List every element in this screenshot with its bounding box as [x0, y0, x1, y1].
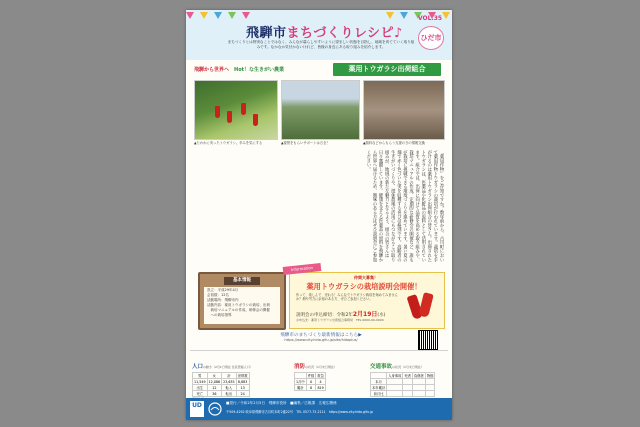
notice-small-heading: 仲間大募集！	[354, 275, 378, 280]
deadline-label: 説明会の申込締切：令和2年	[296, 313, 353, 318]
basic-info-body	[204, 287, 280, 324]
basic-info-title: 基本情報	[224, 277, 260, 285]
photo-chili-plant	[194, 80, 278, 140]
basic-info-line: 活動内容：薬用トウガラシの栽培、出荷	[207, 303, 270, 307]
header	[186, 10, 452, 60]
photo-caption: ▲顔料などからもらう支援のきの情報交換	[363, 141, 425, 145]
traffic-title: 交通事故	[370, 364, 393, 370]
basic-info-line: 設立：平成29年4月	[207, 288, 239, 292]
traffic-box	[370, 353, 446, 397]
notice-body: 作って、楽しんで、売れる！みんなでトウガラシ栽培を始めてみませんか？畑や労力に余裕のある方、ぜひご参加ください。	[296, 293, 398, 302]
fire-sub: の状況（1月末日現在）	[305, 365, 337, 369]
table-header: 負傷者	[413, 374, 424, 378]
website-url[interactable]: https://www.city.hida.gifu.jp/site/hidaplus/	[284, 338, 358, 342]
table-cell: 本月	[371, 379, 387, 385]
table-cell	[412, 391, 425, 397]
footer	[186, 398, 452, 420]
chili-mark	[215, 106, 220, 118]
chili-illustration	[418, 292, 434, 318]
notice-heading: 薬用トウガラシの栽培説明会開催！	[306, 282, 422, 291]
chili-mark	[253, 114, 258, 126]
population-title: 人口	[192, 364, 204, 370]
table-cell: 転出	[222, 391, 237, 397]
table-cell: 累計	[295, 385, 307, 391]
table-header: 物損	[426, 374, 434, 378]
article-banner: 薬用トウガラシ出荷組合	[333, 63, 441, 76]
table-cell	[403, 391, 413, 397]
footer-publisher: ■発行／令和2年2月5日 飛騨市役所 ■編集／広報課 広報広聴係	[226, 401, 337, 405]
ud-font-badge: UD	[190, 401, 204, 417]
website-link[interactable]	[236, 332, 406, 348]
table-cell	[425, 391, 435, 397]
table-cell: 12,086	[208, 379, 221, 384]
city-logo: ひだ市	[418, 26, 444, 50]
basic-info-board	[198, 272, 286, 330]
table-cell	[387, 391, 403, 397]
photo-field-visit	[281, 80, 360, 140]
volume-number: VOL.35	[418, 15, 443, 22]
basic-info-line: への栽培指導	[207, 313, 232, 317]
chili-mark	[227, 111, 232, 123]
footer-address: 〒509-4292 岐阜県飛騨市古川町本町2番22号 TEL 0577-73-2111 https://www.city.hida.gifu.jp	[226, 410, 373, 414]
table-cell: 36	[207, 391, 222, 397]
table-cell: 8,883	[237, 379, 248, 384]
article-catchphrase	[194, 66, 284, 73]
statistics-section	[190, 350, 448, 397]
fire-box	[294, 353, 364, 391]
table-header: 女	[207, 373, 222, 379]
table-cell: 死亡	[193, 391, 208, 397]
title-recipe: まちづくりレシピ♪	[286, 26, 403, 41]
city-emblem-icon	[208, 402, 222, 416]
table-cell: 前月比	[371, 391, 387, 397]
information-tag: Information	[283, 263, 322, 275]
notice-contact: お申込先：薬用トウガラシ出荷組合事務局 TEL 0000-00-0000	[296, 318, 384, 322]
table-cell: 本年累計	[372, 386, 386, 390]
population-box	[192, 353, 288, 401]
newsletter-page	[186, 10, 452, 420]
table-cell: 4	[316, 379, 326, 385]
traffic-table	[370, 372, 435, 397]
seminar-notice	[289, 272, 445, 329]
table-cell: 出生	[193, 385, 208, 391]
table-cell: 11,549	[194, 379, 206, 384]
article-body: 「薬用作物」をご存知ですか？数年前から、古川町において薬用作物トウガラシの栽培が行われています。栽培を手がけるのは薬用トウガラシ出荷組合の皆さん。出荷されたトウガラシは、医薬品や化粧品の原料として活用されています。組合では、出荷に向けて品質を高める取り組みや、栽培マニュアルの作成、定期的な研修会の開催など、誰もが栽培に挑戦できる環境づくりを進めています。暑い夏の畑で赤く色づいた実を収穫する喜びは格別です。高齢者の生きがいづくりや、遊休農地の活用にもつながるこの取り組みが、地域の新たな魅力となるよう、組合の皆さんは日々奮闘しています。健康を支える医薬品の原料を飛騨から世界へ届けるため、興味のある方はぜひ説明会にご参加ください。	[365, 150, 444, 262]
photo-caption: ▲たわわに実ったトウガラシ。辛みを気にする	[194, 141, 263, 145]
table-cell: 23,635	[223, 379, 235, 384]
traffic-sub: の状況（1月末日現在）	[392, 365, 424, 369]
intro-text: まちづくりとは特別なことではなく、みんなが暮らしやすいように望ましい状態を目指し、地域を育てていく取り組みです。なかなか気付かないけれど、皆様の身近にある取り組みを紹介します。	[227, 40, 415, 49]
chili-mark	[241, 103, 246, 115]
table-header: 人身事故	[388, 374, 402, 378]
notice-deadline	[296, 309, 385, 318]
table-header: 計	[222, 373, 237, 379]
title-city: 飛騨市	[246, 26, 287, 41]
population-table	[192, 372, 250, 397]
table-cell: 0	[306, 379, 316, 385]
photo-meeting	[363, 80, 445, 140]
deadline-day: (水)	[377, 313, 386, 318]
table-cell: 13	[236, 385, 249, 391]
table-header: 死者	[404, 374, 411, 378]
fire-title: 消防	[294, 364, 306, 370]
table-cell: 819	[317, 385, 324, 390]
table-header: 件数	[307, 374, 315, 378]
table-cell: 12	[207, 385, 222, 391]
website-title[interactable]: 飛騨市のまちづくり最新情報はこちら▶	[280, 333, 362, 338]
deadline-date: 2月19日	[352, 311, 378, 318]
table-cell: 1月中	[296, 380, 305, 384]
catch-green: Hot！な生きがい農業	[234, 67, 285, 73]
fire-table	[294, 372, 326, 391]
page-title	[246, 22, 403, 41]
basic-info-line: 会員数：12名	[207, 293, 229, 297]
table-cell: 8	[306, 385, 316, 391]
table-header: 男	[193, 373, 208, 379]
population-sub: の動き（2月1日現在 住民登録人口）	[203, 365, 253, 369]
table-cell: 転入	[222, 385, 237, 391]
photo-caption: ▲視察をもらいサポートは万全！	[281, 141, 330, 145]
table-cell: 24	[236, 391, 249, 397]
qr-code-icon	[418, 330, 438, 350]
table-header: 世帯数	[237, 374, 248, 378]
catch-red: 飛騨から世界へ	[194, 67, 230, 73]
basic-info-line: 活動場所：飛騨市内	[207, 298, 239, 302]
basic-info-line: 栽培マニュアルの作成、研修会の開催	[207, 308, 270, 312]
bunting-decoration	[186, 12, 452, 20]
table-header: 救急	[317, 374, 324, 378]
